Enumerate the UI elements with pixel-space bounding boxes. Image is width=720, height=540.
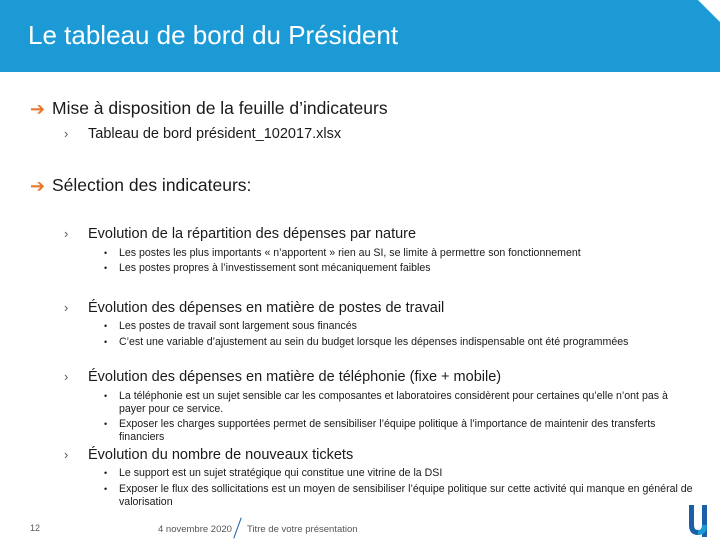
section-heading-disposition — [30, 98, 388, 119]
chevron-right-icon: › — [64, 447, 69, 462]
section-heading-text: Sélection des indicateurs: — [52, 175, 252, 195]
file-item — [64, 126, 341, 142]
header-banner — [0, 0, 720, 72]
chevron-right-icon: › — [64, 300, 69, 315]
indicator-item-nature — [64, 226, 416, 242]
chevron-right-icon: › — [64, 126, 69, 141]
bullet-icon: • — [104, 248, 108, 258]
bullet-text: Exposer le flux des sollicitations est un moyen de sensibiliser l’équipe politique sur cette activité qui manque en général de valorisation — [119, 483, 693, 508]
list-item — [104, 262, 704, 275]
page-title: Le tableau de bord du Président — [28, 20, 399, 50]
right-arrow-icon: ➔ — [30, 175, 46, 196]
list-item — [104, 390, 686, 415]
bullet-text: Exposer les charges supportées permet de sensibiliser l’équipe politique à l’importance de maintenir des transferts financiers — [119, 418, 656, 443]
bullet-text: Les postes les plus importants « n’apportent » rien au SI, se limite à permettre son fonctionnement — [119, 247, 581, 259]
bullet-icon: • — [104, 263, 108, 273]
indicator-label: Évolution des dépenses en matière de postes de travail — [88, 300, 445, 316]
bullet-text: La téléphonie est un sujet sensible car les composantes et laboratoires considèrent pour certaines qu’elle n’ont pas à payer pour ce service. — [119, 390, 668, 415]
page-number: 12 — [30, 523, 41, 533]
bullet-icon: • — [104, 337, 108, 347]
indicator-item-telephony — [64, 369, 501, 385]
list-item — [104, 247, 704, 260]
section-heading-text: Mise à disposition de la feuille d’indicateurs — [52, 98, 388, 118]
bullet-icon: • — [104, 468, 108, 478]
university-logo-icon — [689, 505, 711, 537]
list-item — [104, 336, 704, 349]
right-arrow-icon: ➔ — [30, 98, 46, 119]
bullet-icon: • — [104, 321, 108, 331]
footer-divider — [233, 517, 241, 538]
indicator-item-workstations — [64, 300, 444, 316]
list-item — [104, 467, 704, 480]
chevron-right-icon: › — [64, 369, 69, 384]
footer-presentation-title: Titre de votre présentation — [247, 524, 358, 535]
bullet-icon: • — [104, 391, 108, 401]
file-name: Tableau de bord président_102017.xlsx — [88, 126, 342, 142]
chevron-right-icon: › — [64, 226, 69, 241]
bullet-text: Le support est un sujet stratégique qui constitue une vitrine de la DSI — [119, 467, 443, 479]
list-item — [104, 418, 686, 443]
indicator-label: Évolution des dépenses en matière de téléphonie (fixe + mobile) — [88, 369, 502, 385]
footer-date: 4 novembre 2020 — [158, 524, 232, 535]
bullet-icon: • — [104, 484, 108, 494]
bullet-text: Les postes de travail sont largement sous financés — [119, 320, 357, 332]
bullet-text: C’est une variable d’ajustement au sein du budget lorsque les dépenses indispensable ont été programmées — [119, 336, 629, 348]
indicator-item-tickets — [64, 447, 353, 463]
bullet-text: Les postes propres à l’investissement sont mécaniquement faibles — [119, 262, 431, 274]
list-item — [104, 320, 704, 333]
section-heading-selection — [30, 175, 251, 196]
header-corner-cut — [698, 0, 720, 22]
indicator-label: Evolution de la répartition des dépenses par nature — [88, 226, 417, 242]
list-item — [104, 483, 704, 508]
bullet-icon: • — [104, 419, 108, 429]
indicator-label: Évolution du nombre de nouveaux tickets — [88, 447, 354, 463]
